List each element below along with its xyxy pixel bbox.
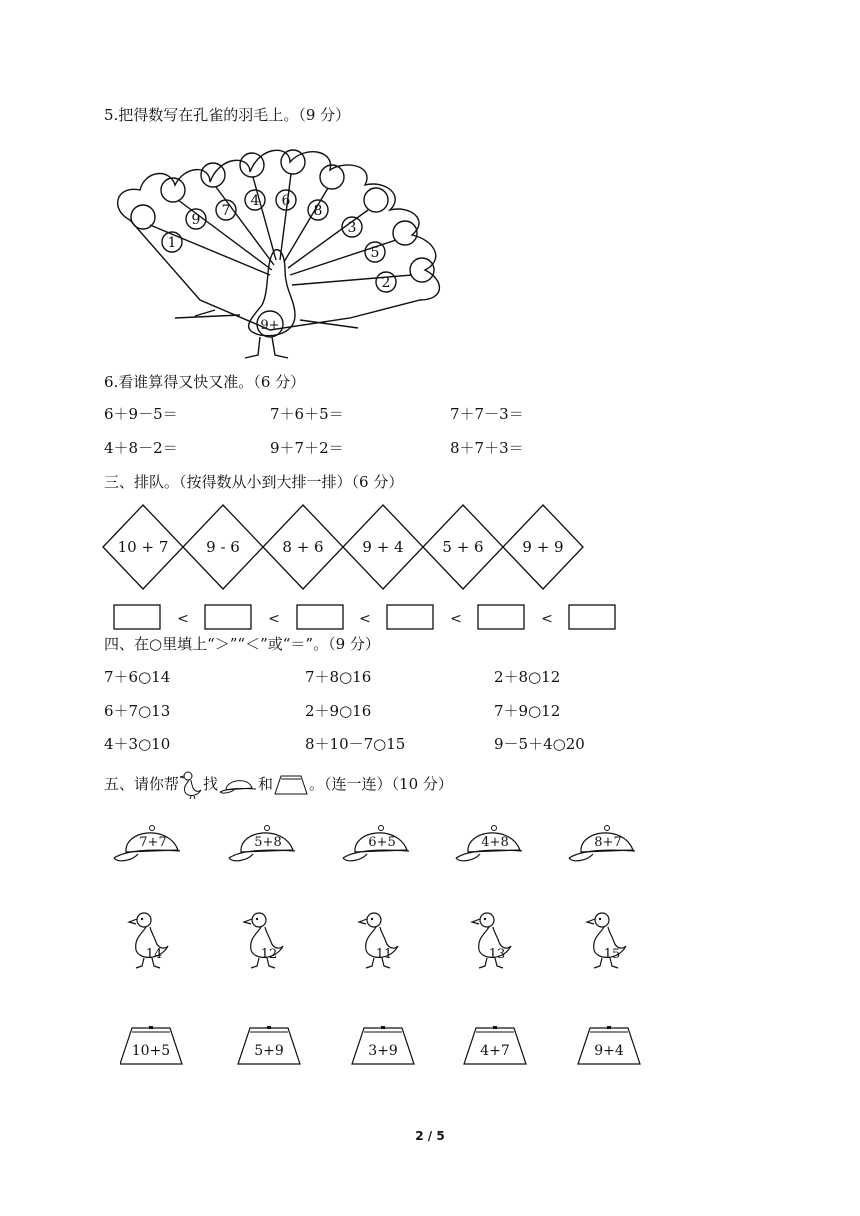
q6-expression: 8＋7＋3＝ [450,439,524,457]
duck-label: 11 [375,947,393,962]
answer-box-row [112,603,618,633]
less-than-sign: < [359,611,371,627]
q6-expression: 6＋9－5＝ [104,405,178,423]
duck-label: 15 [603,947,621,962]
compare-expression: 2＋8○12 [494,668,561,686]
feather-number: 4 [250,193,260,209]
diamond-expression: 9 + 9 [522,538,564,556]
diamond-expression: 10 + 7 [117,538,169,556]
compare-expression: 6＋7○13 [104,702,171,720]
q6-expression: 9＋7＋2＝ [270,439,344,457]
feather-number: 6 [281,193,291,209]
feather-number: 7 [221,203,231,219]
diamond-expression: 9 - 6 [206,538,240,556]
duck-label: 14 [145,947,163,962]
duck-label: 13 [488,947,506,962]
skirt-label: 9+4 [594,1043,624,1059]
q6-expression: 7＋7－3＝ [450,405,524,423]
feather-number: 9 [191,212,201,228]
hat-label: 4+8 [481,835,509,850]
q6-expression: 4＋8－2＝ [104,439,178,457]
diamond-expression: 8 + 6 [282,538,324,556]
skirt-label: 5+9 [254,1043,284,1059]
skirt-label: 4+7 [480,1043,510,1059]
answer-box[interactable] [569,605,615,629]
less-than-sign: < [268,611,280,627]
hat-label: 7+7 [139,835,167,850]
diamond-expression: 5 + 6 [442,538,484,556]
diamond-expression: 9 + 4 [362,538,404,556]
peacock-figure [100,140,470,365]
hat-label: 6+5 [368,835,396,850]
s5-title-part: 五、请你帮 [104,775,180,793]
answer-box[interactable] [387,605,433,629]
skirt-label: 3+9 [368,1043,398,1059]
compare-expression: 7＋8○16 [305,668,372,686]
q6-title: 6.看谁算得又快又准。（6 分） [104,373,306,391]
less-than-sign: < [450,611,462,627]
less-than-sign: < [177,611,189,627]
answer-box[interactable] [297,605,343,629]
peacock-body-label: 9+ [260,318,280,333]
compare-expression: 7＋9○12 [494,702,561,720]
answer-box[interactable] [478,605,524,629]
hat-icon [218,774,258,796]
feather-number: 2 [381,275,391,291]
q5-title: 5.把得数写在孔雀的羽毛上。（9 分） [104,106,351,124]
duck-label: 12 [260,947,278,962]
s4-title: 四、在○里填上“＞”“＜”或“＝”。（9 分） [104,635,380,653]
compare-expression: 7＋6○14 [104,668,171,686]
answer-box[interactable] [114,605,160,629]
hat-label: 5+8 [254,835,282,850]
skirt-icon [273,774,309,796]
less-than-sign: < [541,611,553,627]
q6-expression: 7＋6＋5＝ [270,405,344,423]
ducks-row [126,908,646,974]
hats-row [112,818,642,868]
answer-box[interactable] [205,605,251,629]
diamond-row [102,503,584,591]
s5-title [104,770,453,800]
skirts-row [120,1024,650,1069]
hat-label: 8+7 [594,835,622,850]
feather-number: 5 [370,245,380,261]
page-number: 2 / 5 [415,1129,445,1143]
compare-expression: 8＋10－7○15 [305,735,406,753]
compare-expression: 9－5＋4○20 [494,735,585,753]
s5-title-part: 。（连一连）（10 分） [309,775,453,793]
feather-number: 1 [167,235,177,251]
s5-title-part: 和 [258,775,274,793]
skirt-label: 10+5 [131,1043,171,1059]
s5-title-part: 找 [203,775,219,793]
compare-expression: 2＋9○16 [305,702,372,720]
feather-number: 8 [313,203,323,219]
compare-expression: 4＋3○10 [104,735,171,753]
s3-title: 三、排队。（按得数从小到大排一排）（6 分） [104,473,404,491]
duck-icon [179,770,203,800]
feather-number: 3 [347,220,357,236]
